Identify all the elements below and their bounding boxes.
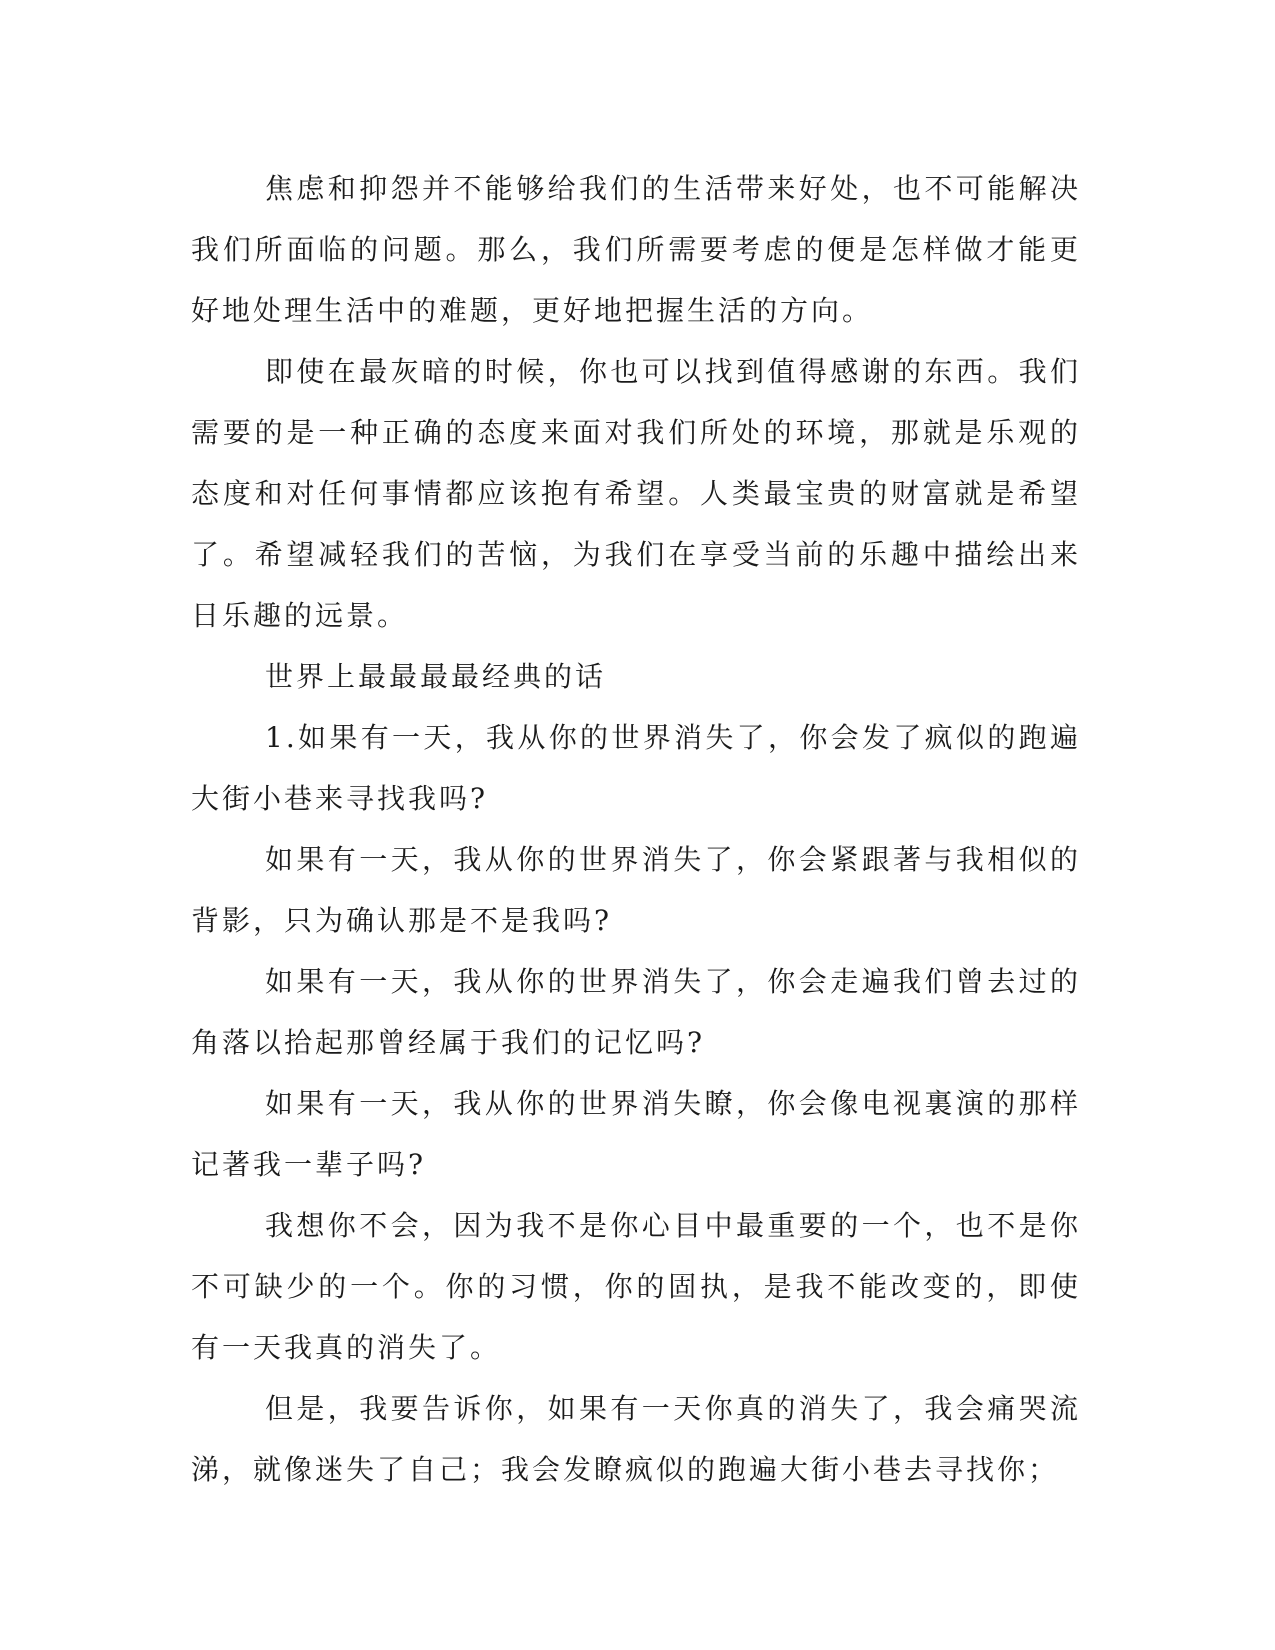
paragraph-4: 如果有一天，我从你的世界消失了，你会紧跟著与我相似的背影，只为确认那是不是我吗? bbox=[191, 843, 1081, 937]
paragraph-2: 即使在最灰暗的时候，你也可以找到值得感谢的东西。我们需要的是一种正确的态度来面对我们所处的环境，那就是乐观的态度和对任何事情都应该抱有希望。人类最宝贵的财富就是希望了。希望减轻我们的苦恼，为我们在享受当前的乐趣中描绘出来日乐趣的远景。 bbox=[191, 355, 1081, 632]
paragraph-8: 但是，我要告诉你，如果有一天你真的消失了，我会痛哭流涕，就像迷失了自己；我会发瞭疯似的跑遍大街小巷去寻找你； bbox=[191, 1392, 1081, 1486]
paragraph-7: 我想你不会，因为我不是你心目中最重要的一个，也不是你不可缺少的一个。你的习惯，你的固执，是我不能改变的，即使有一天我真的消失了。 bbox=[191, 1209, 1081, 1364]
paragraph-5: 如果有一天，我从你的世界消失了，你会走遍我们曾去过的角落以拾起那曾经属于我们的记忆吗? bbox=[191, 965, 1081, 1059]
paragraph-1: 焦虑和抑怨并不能够给我们的生活带来好处，也不可能解决我们所面临的问题。那么，我们所需要考虑的便是怎样做才能更好地处理生活中的难题，更好地把握生活的方向。 bbox=[191, 172, 1081, 327]
paragraph-3: 1.如果有一天，我从你的世界消失了，你会发了疯似的跑遍大街小巷来寻找我吗? bbox=[191, 721, 1081, 815]
document-body bbox=[191, 158, 1081, 1500]
paragraph-6: 如果有一天，我从你的世界消失瞭，你会像电视裏演的那样记著我一辈子吗? bbox=[191, 1087, 1081, 1181]
section-heading: 世界上最最最最经典的话 bbox=[265, 660, 607, 693]
